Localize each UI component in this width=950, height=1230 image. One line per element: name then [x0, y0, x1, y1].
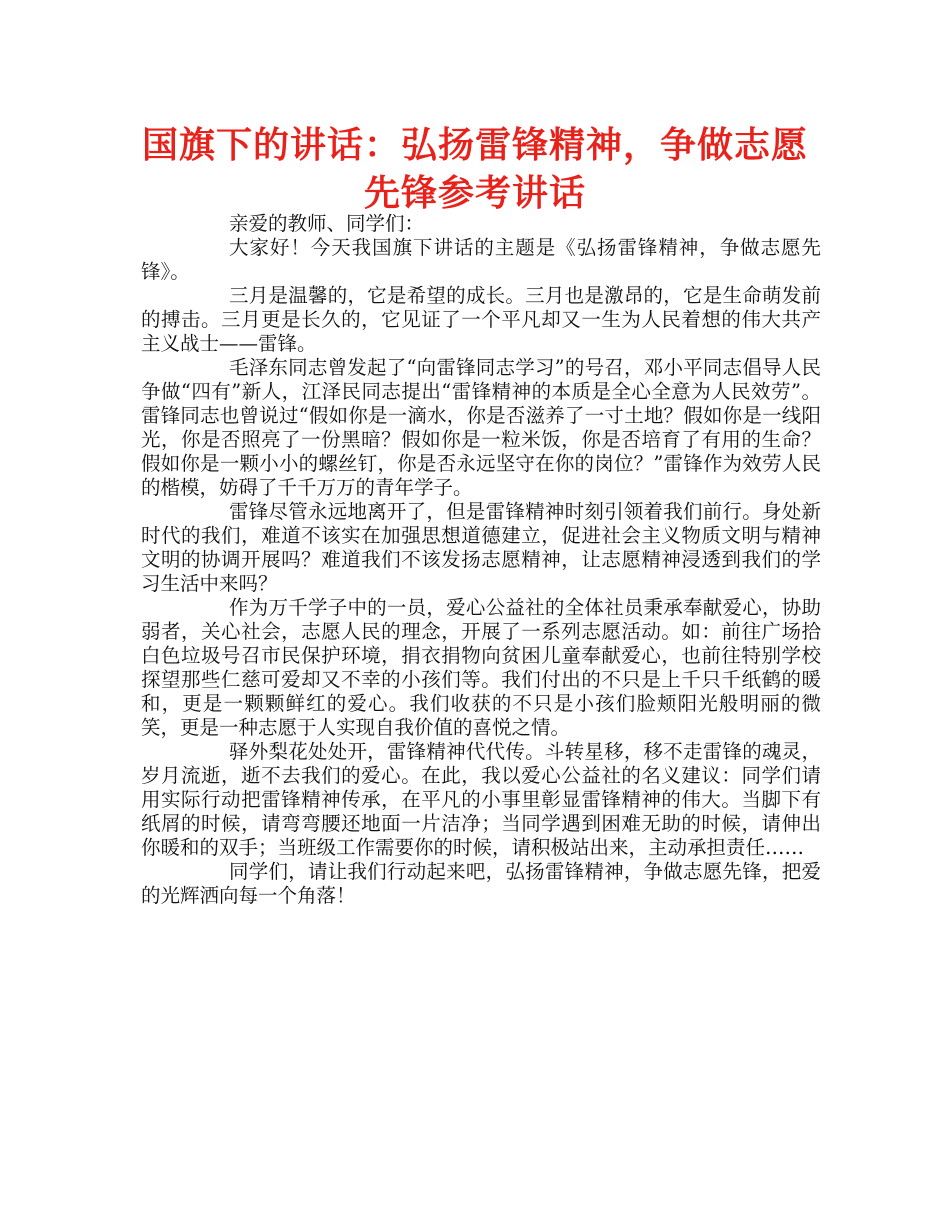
paragraph-closing: 同学们，请让我们行动起来吧，弘扬雷锋精神，争做志愿先锋，把爱的光辉洒向每一个角落！: [141, 860, 821, 907]
paragraph: 作为万千学子中的一员，爱心公益社的全体社员秉承奉献爱心，协助弱者，关心社会，志愿人民的理念，开展了一系列志愿活动。如：前往广场拾白色垃圾号召市民保护环境，捐衣捐物向贫困儿童奉献爱心，也前往特别学校探望那些仁慈可爱却又不幸的小孩们等。我们付出的不只是上千只千纸鹤的暖和，更是一颗颗鲜红的爱心。我们收获的不只是小孩们脸颊阳光般明丽的微笑，更是一种志愿于人实现自我价值的喜悦之情。: [141, 596, 821, 739]
paragraph: 三月是温馨的，它是希望的成长。三月也是激昂的，它是生命萌发前的搏击。三月更是长久的，它见证了一个平凡却又一生为人民着想的伟大共产主义战士——雷锋。: [141, 284, 821, 355]
document-title: 国旗下的讲话：弘扬雷锋精神，争做志愿先锋参考讲话: [141, 125, 808, 214]
document-body: [141, 212, 821, 908]
paragraph: 大家好！今天我国旗下讲话的主题是《弘扬雷锋精神，争做志愿先锋》。: [141, 236, 821, 283]
paragraph-greeting: 亲爱的教师、同学们：: [229, 212, 425, 235]
paragraph: 雷锋尽管永远地离开了，但是雷锋精神时刻引领着我们前行。身处新时代的我们，难道不该实在加强思想道德建立，促进社会主义物质文明与精神文明的协调开展吗？难道我们不该发扬志愿精神，让志愿精神浸透到我们的学习生活中来吗？: [141, 500, 821, 595]
paragraph: 驿外梨花处处开，雷锋精神代代传。斗转星移，移不走雷锋的魂灵，岁月流逝，逝不去我们的爱心。在此，我以爱心公益社的名义建议：同学们请用实际行动把雷锋精神传承，在平凡的小事里彰显雷锋精神的伟大。当脚下有纸屑的时候，请弯弯腰还地面一片洁净；当同学遇到困难无助的时候，请伸出你暖和的双手；当班级工作需要你的时候，请积极站出来，主动承担责任……: [141, 740, 821, 859]
paragraph: 毛泽东同志曾发起了“向雷锋同志学习”的号召，邓小平同志倡导人民争做“四有”新人，江泽民同志提出“雷锋精神的本质是全心全意为人民效劳”。雷锋同志也曾说过“假如你是一滴水，你是否滋养了一寸土地？假如你是一线阳光，你是否照亮了一份黑暗？假如你是一粒米饭，你是否培育了有用的生命？假如你是一颗小小的螺丝钉，你是否永远坚守在你的岗位？”雷锋作为效劳人民的楷模，妨碍了千千万万的青年学子。: [141, 356, 821, 499]
